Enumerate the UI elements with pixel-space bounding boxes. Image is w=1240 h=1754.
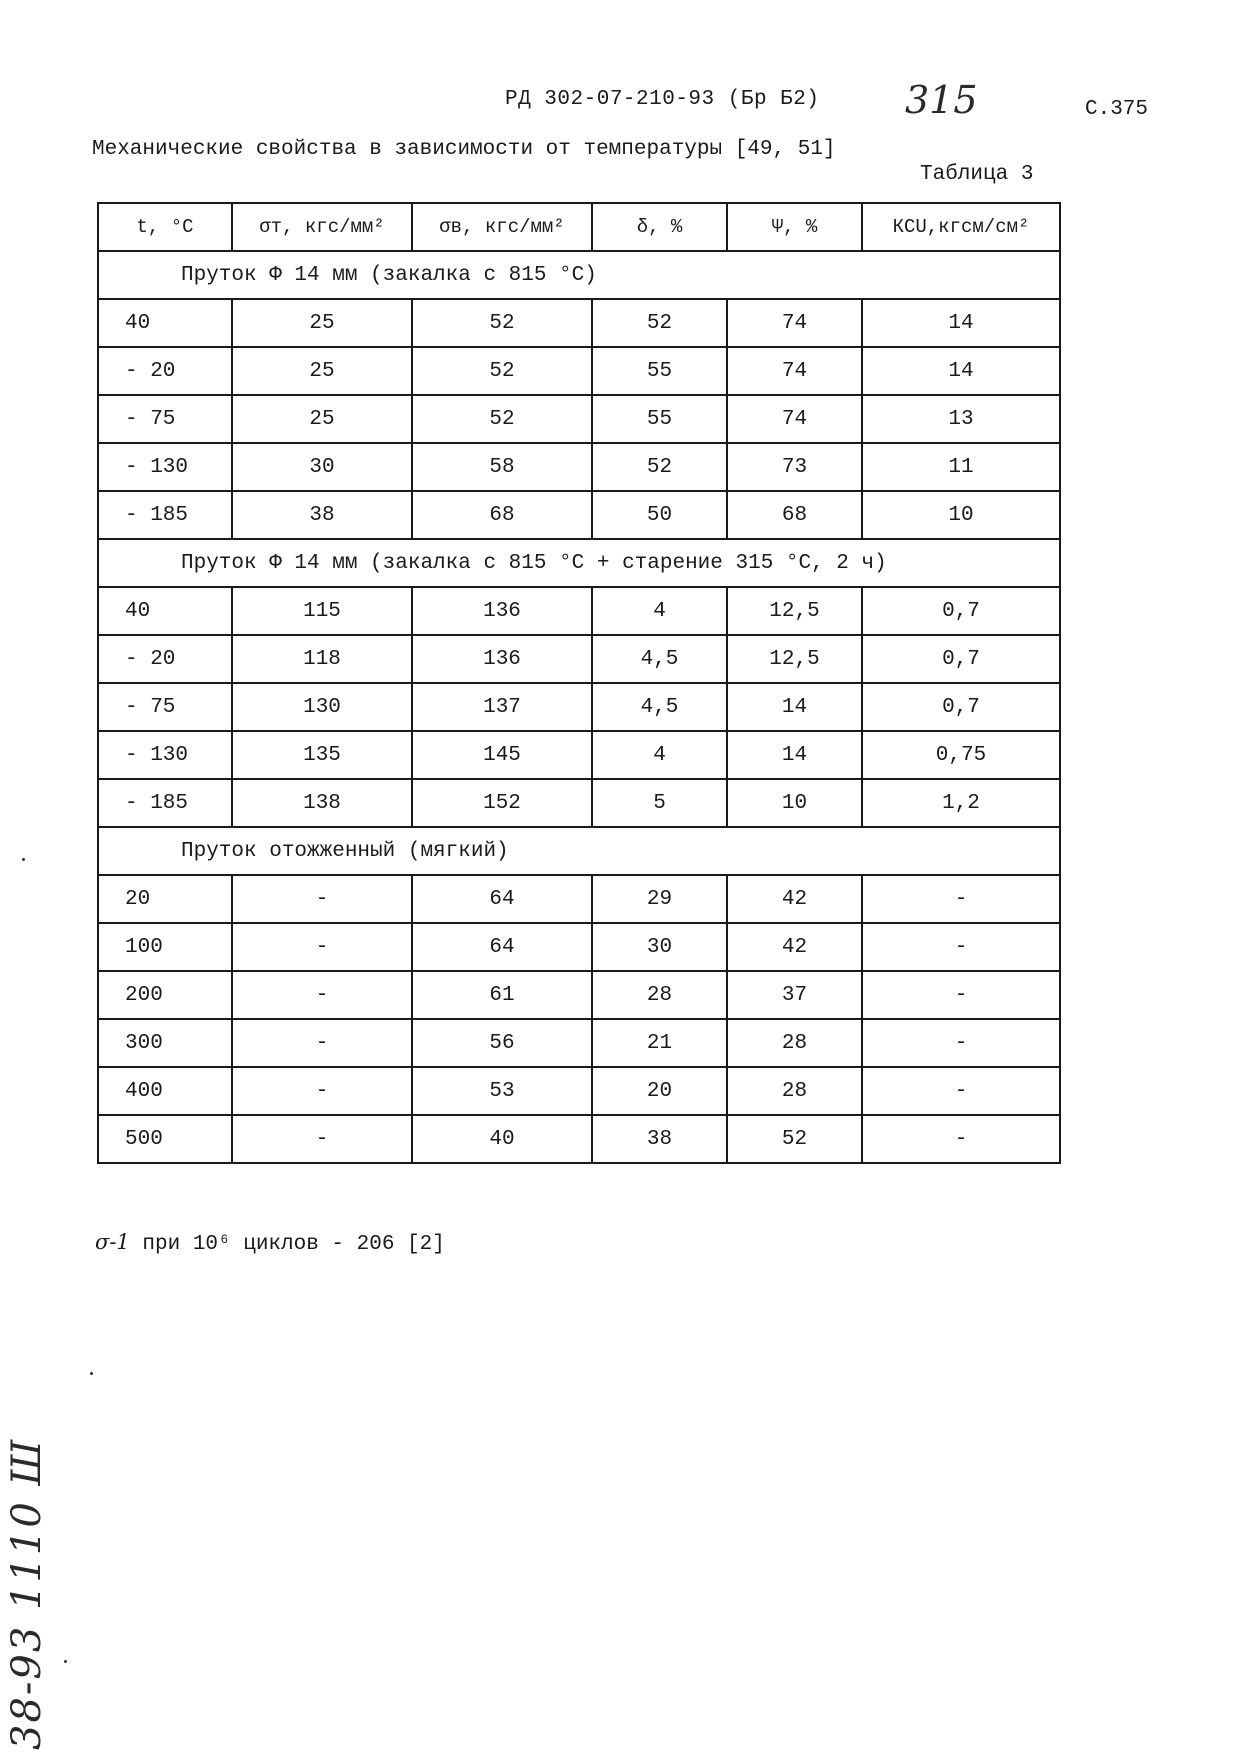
- footnote-text: при 10⁶ циклов - 206 [2]: [142, 1233, 445, 1256]
- table-cell: 52: [412, 347, 592, 395]
- table-cell: 64: [412, 923, 592, 971]
- table-row: [98, 875, 1060, 923]
- table-row: [98, 299, 1060, 347]
- table-cell: 135: [232, 731, 412, 779]
- table-cell: 12,5: [727, 587, 862, 635]
- table-cell: 4: [592, 587, 727, 635]
- table-row: [98, 923, 1060, 971]
- table-cell: 0,7: [862, 683, 1060, 731]
- table-cell: 40: [412, 1115, 592, 1163]
- table-cell: 13: [862, 395, 1060, 443]
- table-cell: 50: [592, 491, 727, 539]
- table-cell: 1,2: [862, 779, 1060, 827]
- table-cell: -: [862, 923, 1060, 971]
- column-header: σв, кгс/мм²: [412, 203, 592, 251]
- section-heading-row: [98, 251, 1060, 299]
- table-row: [98, 587, 1060, 635]
- table-cell: -: [862, 971, 1060, 1019]
- table-cell: 152: [412, 779, 592, 827]
- table-row: [98, 779, 1060, 827]
- table-cell: -: [232, 875, 412, 923]
- table-cell: 11: [862, 443, 1060, 491]
- table-cell: 74: [727, 395, 862, 443]
- table-cell: 74: [727, 347, 862, 395]
- table-cell: 37: [727, 971, 862, 1019]
- table-cell: 42: [727, 923, 862, 971]
- table-row: [98, 491, 1060, 539]
- table-row: [98, 1115, 1060, 1163]
- handwritten-page-number: 315: [905, 78, 978, 122]
- scan-speck: [64, 1660, 67, 1663]
- table-row: [98, 683, 1060, 731]
- table-cell: - 130: [98, 443, 232, 491]
- table-row: [98, 635, 1060, 683]
- table-cell: 68: [412, 491, 592, 539]
- page-number: С.375: [1085, 98, 1149, 121]
- table-cell: 64: [412, 875, 592, 923]
- table-cell: 40: [98, 587, 232, 635]
- scan-speck: [22, 858, 25, 861]
- table-cell: 40: [98, 299, 232, 347]
- table-cell: 10: [862, 491, 1060, 539]
- table-cell: 138: [232, 779, 412, 827]
- column-header: σт, кгс/мм²: [232, 203, 412, 251]
- table-cell: - 20: [98, 635, 232, 683]
- table-cell: -: [862, 875, 1060, 923]
- table-cell: 38: [592, 1115, 727, 1163]
- table-cell: 118: [232, 635, 412, 683]
- table-cell: 130: [232, 683, 412, 731]
- table-cell: - 185: [98, 779, 232, 827]
- table-cell: 200: [98, 971, 232, 1019]
- table-cell: 20: [98, 875, 232, 923]
- table-cell: -: [862, 1019, 1060, 1067]
- table-cell: 137: [412, 683, 592, 731]
- table-cell: 0,75: [862, 731, 1060, 779]
- table-cell: 61: [412, 971, 592, 1019]
- table-row: [98, 731, 1060, 779]
- table-cell: 42: [727, 875, 862, 923]
- table-cell: 52: [727, 1115, 862, 1163]
- table-cell: 30: [232, 443, 412, 491]
- table-cell: 145: [412, 731, 592, 779]
- section-heading: Пруток Ф 14 мм (закалка с 815 °С + старение 315 °С, 2 ч): [98, 539, 1060, 587]
- table-cell: 55: [592, 395, 727, 443]
- table-cell: 28: [727, 1019, 862, 1067]
- table-cell: 58: [412, 443, 592, 491]
- table-cell: 53: [412, 1067, 592, 1115]
- table-cell: 55: [592, 347, 727, 395]
- document-code: РД 302-07-210-93 (Бр Б2): [505, 88, 820, 111]
- table-title: Механические свойства в зависимости от температуры [49, 51]: [92, 138, 836, 161]
- table-cell: 136: [412, 635, 592, 683]
- section-heading: Пруток отожженный (мягкий): [98, 827, 1060, 875]
- table-cell: 25: [232, 347, 412, 395]
- table-cell: 14: [862, 299, 1060, 347]
- table-cell: 5: [592, 779, 727, 827]
- table-cell: - 75: [98, 395, 232, 443]
- table-cell: 73: [727, 443, 862, 491]
- table-cell: 12,5: [727, 635, 862, 683]
- table-cell: 30: [592, 923, 727, 971]
- table-cell: 38: [232, 491, 412, 539]
- table-cell: 74: [727, 299, 862, 347]
- margin-handwriting: 38-93 1110 Ш: [4, 1437, 50, 1750]
- table-cell: 136: [412, 587, 592, 635]
- table-label: Таблица 3: [920, 163, 1034, 186]
- table-cell: -: [862, 1115, 1060, 1163]
- table-row: [98, 395, 1060, 443]
- column-header: Ψ, %: [727, 203, 862, 251]
- column-header: КСU,кгсм/см²: [862, 203, 1060, 251]
- table-cell: - 20: [98, 347, 232, 395]
- scan-speck: [90, 1372, 93, 1375]
- table-cell: 20: [592, 1067, 727, 1115]
- table-cell: 300: [98, 1019, 232, 1067]
- table-cell: 56: [412, 1019, 592, 1067]
- column-header: δ, %: [592, 203, 727, 251]
- table-cell: -: [232, 971, 412, 1019]
- table-cell: -: [232, 923, 412, 971]
- properties-table: [97, 202, 1061, 1164]
- table-row: [98, 971, 1060, 1019]
- table-cell: 500: [98, 1115, 232, 1163]
- table-cell: 0,7: [862, 635, 1060, 683]
- section-heading: Пруток Ф 14 мм (закалка с 815 °С): [98, 251, 1060, 299]
- table-row: [98, 347, 1060, 395]
- table-cell: 10: [727, 779, 862, 827]
- table-cell: - 185: [98, 491, 232, 539]
- table-cell: 0,7: [862, 587, 1060, 635]
- table-cell: 21: [592, 1019, 727, 1067]
- table-cell: -: [232, 1067, 412, 1115]
- table-cell: 25: [232, 299, 412, 347]
- table-cell: 28: [592, 971, 727, 1019]
- column-header: t, °С: [98, 203, 232, 251]
- table-row: [98, 443, 1060, 491]
- table-cell: 52: [412, 299, 592, 347]
- table-row: [98, 1067, 1060, 1115]
- section-heading-row: [98, 539, 1060, 587]
- table-cell: 400: [98, 1067, 232, 1115]
- table-cell: -: [862, 1067, 1060, 1115]
- footnote: [95, 1230, 445, 1256]
- table-cell: 4,5: [592, 635, 727, 683]
- table-cell: 52: [592, 299, 727, 347]
- table-cell: - 75: [98, 683, 232, 731]
- table-cell: 14: [862, 347, 1060, 395]
- footnote-symbol: σ-1: [95, 1230, 130, 1254]
- table-cell: 52: [592, 443, 727, 491]
- table-cell: 28: [727, 1067, 862, 1115]
- table-body: [98, 251, 1060, 1163]
- table-cell: -: [232, 1115, 412, 1163]
- table-cell: 4,5: [592, 683, 727, 731]
- table-cell: 29: [592, 875, 727, 923]
- table-cell: 14: [727, 683, 862, 731]
- table-header-row: [98, 203, 1060, 251]
- table-cell: 14: [727, 731, 862, 779]
- table-cell: 115: [232, 587, 412, 635]
- table-cell: - 130: [98, 731, 232, 779]
- section-heading-row: [98, 827, 1060, 875]
- table-cell: 52: [412, 395, 592, 443]
- table-cell: 100: [98, 923, 232, 971]
- table-cell: -: [232, 1019, 412, 1067]
- table-row: [98, 1019, 1060, 1067]
- table-cell: 68: [727, 491, 862, 539]
- table-cell: 25: [232, 395, 412, 443]
- table-cell: 4: [592, 731, 727, 779]
